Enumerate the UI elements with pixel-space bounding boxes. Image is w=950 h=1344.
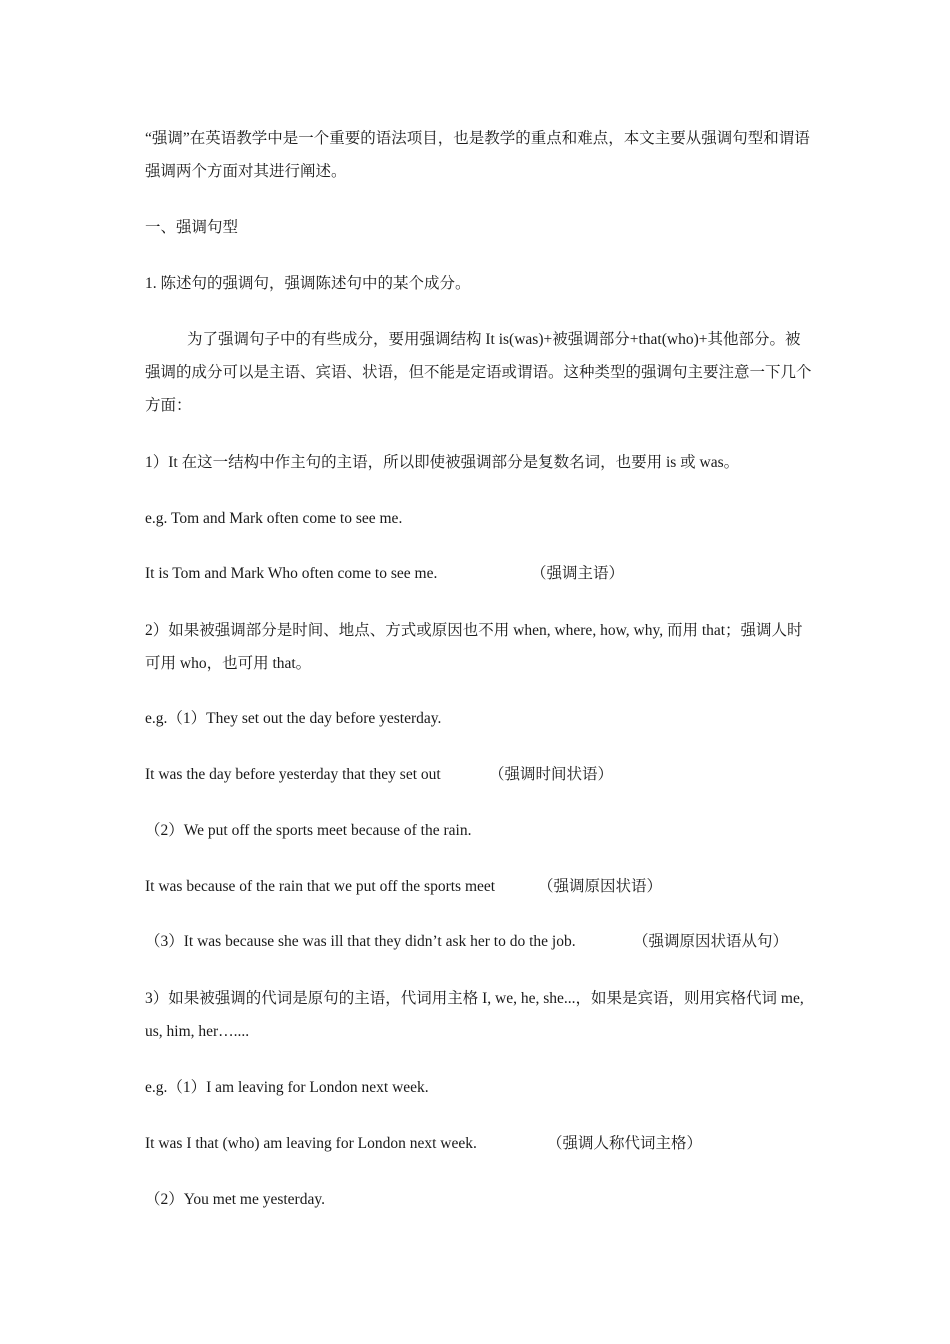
point-3-example-2: （2）You met me yesterday. [145,1191,325,1208]
structure-paragraph: 为了强调句子中的有些成分，要用强调结构 It is(was)+被强调部分+that(who)+其他部分。被强调的成分可以是主语、宾语、状语，但不能是定语或谓语。这种类型的强调句主要注意一下几个方面： [145,331,812,414]
subsection-heading: 1. 陈述句的强调句，强调陈述句中的某个成分。 [145,275,471,292]
point-3-text: 3）如果被强调的代词是原句的主语，代词用主格 I, we, he, she...，如果是宾语，则用宾格代词 me, us, him, her….... [145,990,804,1040]
point-3-example-1-note: （强调人称代词主格） [547,1135,703,1152]
point-2-example-3: （3）It was because she was ill that they didn’t ask her to do the job. [145,933,576,950]
point-2-example-3-note: （强调原因状语从句） [633,933,789,950]
point-1-example: e.g. Tom and Mark often come to see me. [145,510,403,527]
point-2-example-2-note: （强调原因状语） [538,878,663,895]
point-2-text: 2）如果被强调部分是时间、地点、方式或原因也不用 when, where, how, why, 而用 that；强调人时可用 who，也可用 that。 [145,622,803,672]
point-2-example-2-emphasis: It was because of the rain that we put off the sports meet [145,878,496,895]
point-2-example-2: （2）We put off the sports meet because of the rain. [145,822,472,839]
section-heading: 一、强调句型 [145,219,239,236]
point-1-text: 1）It 在这一结构中作主句的主语，所以即使被强调部分是复数名词，也要用 is 或 was。 [145,454,740,471]
point-2-example-1-emphasis: It was the day before yesterday that they set out [145,766,441,783]
point-1-note: （强调主语） [531,565,625,582]
point-3-example-1: e.g.（1）I am leaving for London next week. [145,1079,429,1096]
intro-paragraph: “强调”在英语教学中是一个重要的语法项目，也是教学的重点和难点，本文主要从强调句型和谓语强调两个方面对其进行阐述。 [145,130,810,180]
point-2-example-1: e.g.（1）They set out the day before yesterday. [145,710,442,727]
point-1-emphasis-sentence: It is Tom and Mark Who often come to see me. [145,565,438,582]
point-3-example-1-emphasis: It was I that (who) am leaving for London next week. [145,1135,477,1152]
point-2-example-1-note: （强调时间状语） [489,766,614,783]
